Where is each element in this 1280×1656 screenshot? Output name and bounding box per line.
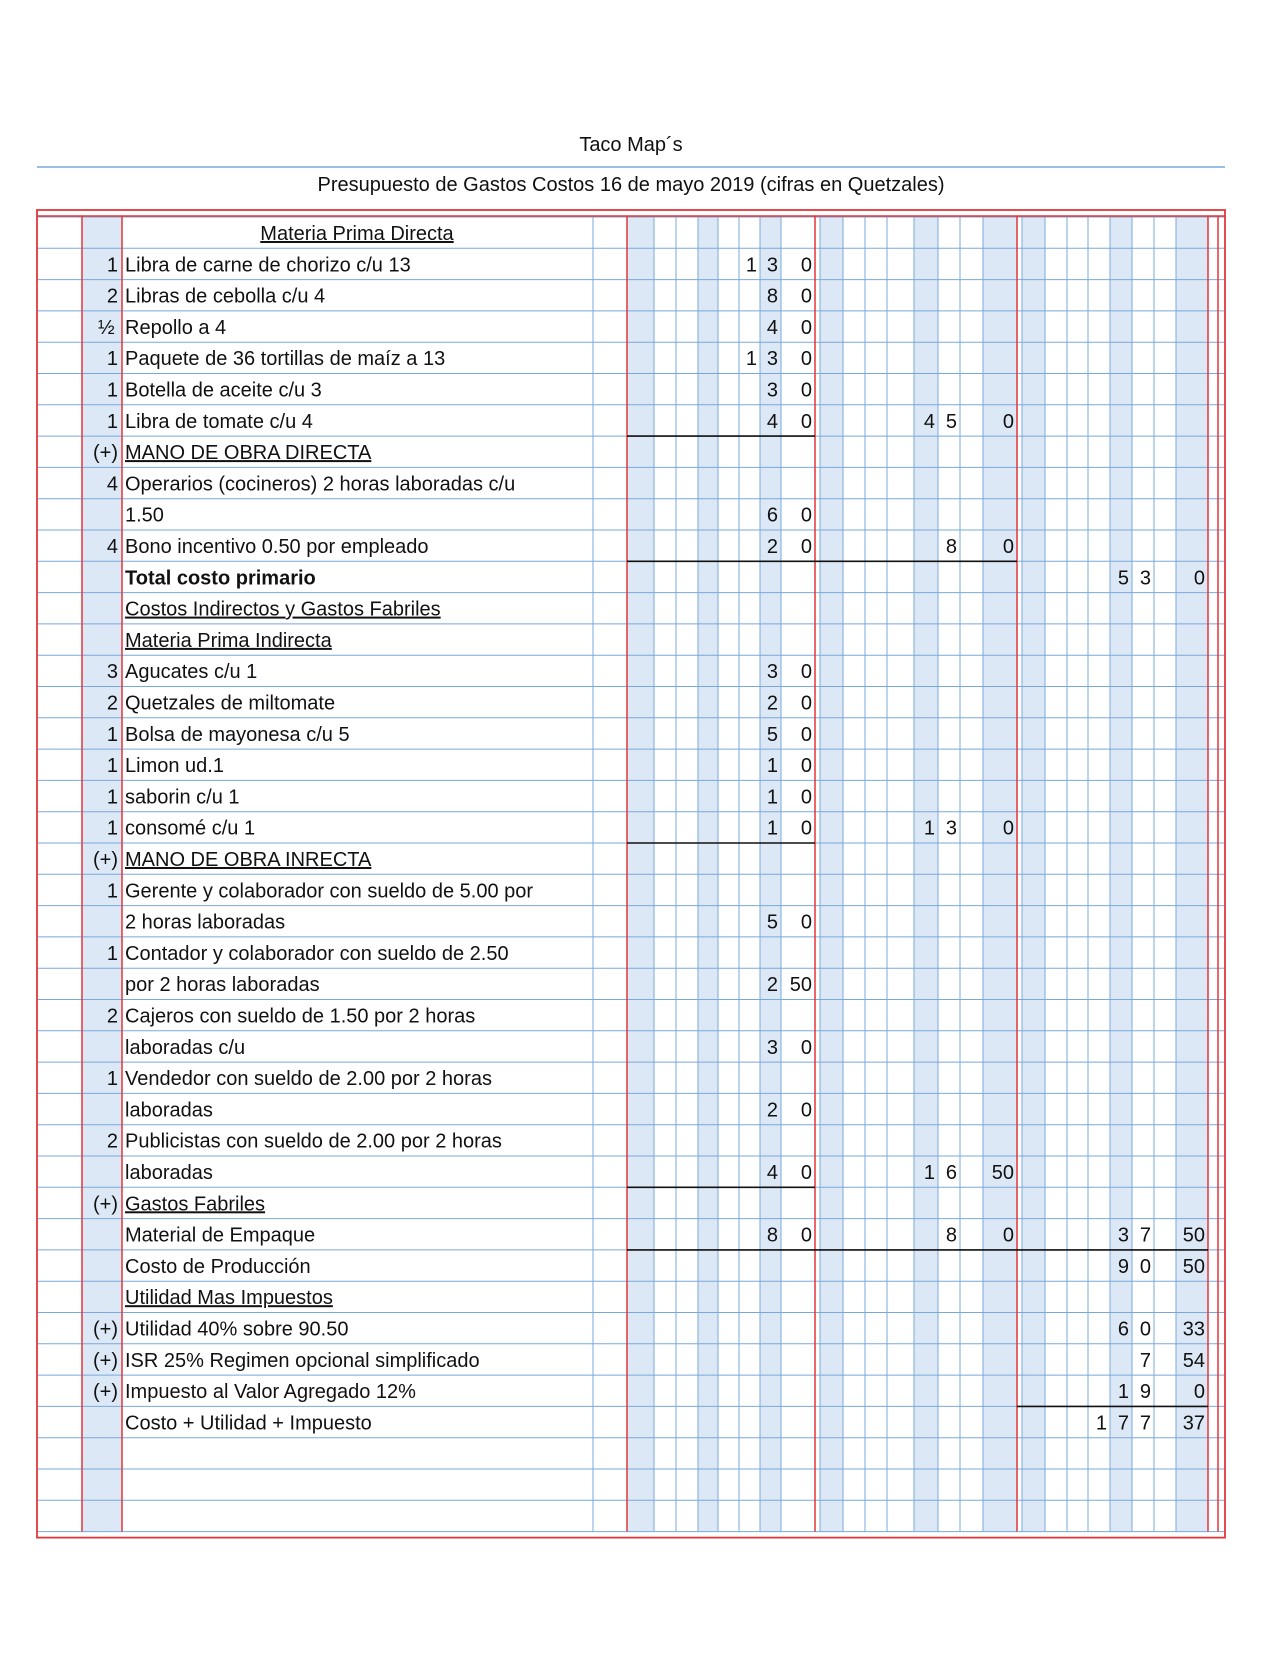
- row-description: laboradas: [125, 1099, 213, 1122]
- amount-digit: 2: [766, 1099, 778, 1122]
- amount-digit: 1: [1095, 1412, 1107, 1435]
- amount-digit: 7: [1139, 1412, 1151, 1435]
- row-description: Costo de Producción: [125, 1255, 311, 1278]
- amount-digit: 0: [1193, 567, 1205, 590]
- amount-digit: 8: [945, 1224, 957, 1247]
- amount-digit: 3: [766, 379, 778, 402]
- amount-digit: 3: [766, 348, 778, 371]
- amount-digit: 5: [766, 911, 778, 934]
- row-qty: 2: [106, 692, 118, 715]
- row-description: Repollo a 4: [125, 316, 227, 339]
- row-qty: 1: [106, 817, 118, 840]
- row-description: 2 horas laboradas: [125, 911, 286, 934]
- row-qty: 1: [106, 254, 118, 277]
- amount-digit: 9: [1139, 1381, 1151, 1404]
- amount-digit: 8: [766, 285, 778, 308]
- row-qty: 1: [106, 755, 118, 778]
- row-description: Paquete de 36 tortillas de maíz a 13: [125, 348, 446, 371]
- row-description: Materia Prima Directa: [260, 223, 454, 245]
- company-title: Taco Map´s: [579, 134, 683, 156]
- amount-digit: 6: [1117, 1318, 1129, 1341]
- amount-digit: 0: [800, 755, 812, 778]
- row-description: Publicistas con sueldo de 2.00 por 2 horas: [125, 1130, 502, 1153]
- amount-digit: 0: [800, 379, 812, 402]
- amount-digit: 8: [945, 536, 957, 558]
- row-qty: (+): [93, 1318, 118, 1341]
- amount-digit: 1: [923, 1162, 935, 1184]
- amount-digit: 0: [800, 1036, 812, 1059]
- amount-digit: 0: [800, 1099, 812, 1122]
- row-description: Materia Prima Indirecta: [125, 629, 332, 652]
- row-qty: 1: [106, 723, 118, 746]
- amount-digit: 7: [1139, 1349, 1151, 1372]
- amount-digit: 33: [1182, 1318, 1205, 1341]
- amount-digit: 54: [1182, 1349, 1205, 1372]
- row-description: laboradas: [125, 1162, 213, 1184]
- amount-digit: 50: [789, 974, 812, 997]
- amount-digit: 0: [800, 410, 812, 433]
- amount-digit: 1: [745, 254, 757, 277]
- amount-digit: 0: [1139, 1318, 1151, 1341]
- amount-digit: 0: [1002, 817, 1014, 840]
- row-description: Impuesto al Valor Agregado 12%: [125, 1381, 416, 1404]
- row-description: Gerente y colaborador con sueldo de 5.00 por: [125, 880, 534, 903]
- row-description: Libras de cebolla c/u 4: [125, 285, 326, 308]
- amount-digit: 1: [766, 817, 778, 840]
- row-qty: 2: [106, 1130, 118, 1153]
- amount-digit: 4: [923, 410, 935, 433]
- row-qty: 1: [106, 348, 118, 371]
- amount-digit: 0: [1002, 1224, 1014, 1247]
- amount-digit: 7: [1139, 1224, 1151, 1247]
- amount-digit: 37: [1182, 1412, 1205, 1435]
- row-description: Contador y colaborador con sueldo de 2.50: [125, 942, 509, 965]
- amount-digit: 1: [923, 817, 935, 840]
- amount-digit: 3: [1117, 1224, 1129, 1247]
- row-description: laboradas c/u: [125, 1036, 246, 1059]
- amount-digit: 4: [766, 316, 778, 339]
- amount-digit: 0: [800, 661, 812, 684]
- row-description: Bolsa de mayonesa c/u 5: [125, 723, 350, 746]
- row-description: Libra de carne de chorizo c/u 13: [125, 254, 411, 277]
- row-qty: ½: [98, 316, 115, 339]
- row-description: Material de Empaque: [125, 1224, 316, 1247]
- amount-digit: 6: [945, 1162, 957, 1184]
- amount-digit: 50: [1182, 1255, 1205, 1278]
- amount-digit: 4: [766, 1162, 778, 1184]
- row-qty: 2: [106, 285, 118, 308]
- amount-digit: 5: [766, 723, 778, 746]
- amount-digit: 9: [1117, 1255, 1129, 1278]
- row-description: Total costo primario: [125, 567, 316, 590]
- amount-digit: 0: [800, 692, 812, 715]
- amount-digit: 1: [766, 755, 778, 778]
- amount-digit: 0: [800, 254, 812, 277]
- row-description: Agucates c/u 1: [125, 661, 258, 684]
- row-qty: (+): [93, 442, 118, 465]
- amount-digit: 2: [766, 692, 778, 715]
- row-description: Libra de tomate c/u 4: [125, 410, 313, 433]
- amount-digit: 0: [800, 786, 812, 809]
- row-qty: 1: [106, 1068, 118, 1091]
- row-description: Utilidad 40% sobre 90.50: [125, 1318, 349, 1341]
- amount-digit: 2: [766, 974, 778, 997]
- row-description: MANO DE OBRA INRECTA: [125, 849, 372, 871]
- amount-digit: 4: [766, 410, 778, 433]
- row-description: Limon ud.1: [125, 755, 224, 778]
- row-description: Quetzales de miltomate: [125, 692, 336, 715]
- row-description: saborin c/u 1: [125, 786, 240, 809]
- amount-digit: 0: [1139, 1255, 1151, 1278]
- amount-digit: 7: [1117, 1412, 1129, 1435]
- row-qty: (+): [93, 849, 118, 871]
- amount-digit: 3: [945, 817, 957, 840]
- row-description: Gastos Fabriles: [125, 1193, 266, 1216]
- row-description: 1.50: [125, 504, 164, 527]
- row-qty: 4: [106, 473, 118, 496]
- row-description: ISR 25% Regimen opcional simplificado: [125, 1349, 480, 1372]
- amount-digit: 5: [1117, 567, 1129, 590]
- amount-digit: 8: [766, 1224, 778, 1247]
- amount-digit: 50: [1182, 1224, 1205, 1247]
- row-qty: 4: [106, 536, 118, 558]
- amount-digit: 1: [745, 348, 757, 371]
- amount-digit: 0: [800, 817, 812, 840]
- amount-digit: 3: [1139, 567, 1151, 590]
- row-description: Bono incentivo 0.50 por empleado: [125, 536, 429, 558]
- amount-digit: 0: [1002, 410, 1014, 433]
- row-qty: (+): [93, 1349, 118, 1372]
- row-description: por 2 horas laboradas: [125, 974, 320, 997]
- amount-digit: 0: [800, 348, 812, 371]
- amount-digit: 3: [766, 254, 778, 277]
- row-description: MANO DE OBRA DIRECTA: [125, 442, 372, 465]
- amount-digit: 0: [800, 536, 812, 558]
- amount-digit: 0: [800, 1162, 812, 1184]
- row-qty: 1: [106, 379, 118, 402]
- row-description: Costo + Utilidad + Impuesto: [125, 1412, 372, 1435]
- amount-digit: 50: [991, 1162, 1014, 1184]
- amount-digit: 1: [1117, 1381, 1129, 1404]
- budget-subtitle: Presupuesto de Gastos Costos 16 de mayo 2019 (cifras en Quetzales): [317, 174, 945, 196]
- row-description: Cajeros con sueldo de 1.50 por 2 horas: [125, 1005, 476, 1028]
- row-qty: 1: [106, 786, 118, 809]
- row-description: Operarios (cocineros) 2 horas laboradas c/u: [125, 473, 516, 496]
- amount-digit: 3: [766, 661, 778, 684]
- amount-digit: 5: [945, 410, 957, 433]
- row-qty: 1: [106, 410, 118, 433]
- amount-digit: 1: [766, 786, 778, 809]
- amount-digit: 0: [800, 285, 812, 308]
- row-description: Costos Indirectos y Gastos Fabriles: [125, 598, 441, 621]
- row-qty: 1: [106, 942, 118, 965]
- amount-digit: 0: [800, 723, 812, 746]
- row-qty: (+): [93, 1193, 118, 1216]
- amount-digit: 3: [766, 1036, 778, 1059]
- amount-digit: 2: [766, 536, 778, 558]
- row-qty: (+): [93, 1381, 118, 1404]
- row-description: consomé c/u 1: [125, 817, 256, 840]
- row-qty: 2: [106, 1005, 118, 1028]
- row-description: Vendedor con sueldo de 2.00 por 2 horas: [125, 1068, 492, 1091]
- row-qty: 1: [106, 880, 118, 903]
- amount-digit: 6: [766, 504, 778, 527]
- amount-digit: 0: [1193, 1381, 1205, 1404]
- amount-digit: 0: [800, 504, 812, 527]
- amount-digit: 0: [800, 1224, 812, 1247]
- amount-digit: 0: [800, 911, 812, 934]
- row-description: Botella de aceite c/u 3: [125, 379, 322, 402]
- row-qty: 3: [106, 661, 118, 684]
- row-description: Utilidad Mas Impuestos: [125, 1287, 333, 1310]
- amount-digit: 0: [1002, 536, 1014, 558]
- amount-digit: 0: [800, 316, 812, 339]
